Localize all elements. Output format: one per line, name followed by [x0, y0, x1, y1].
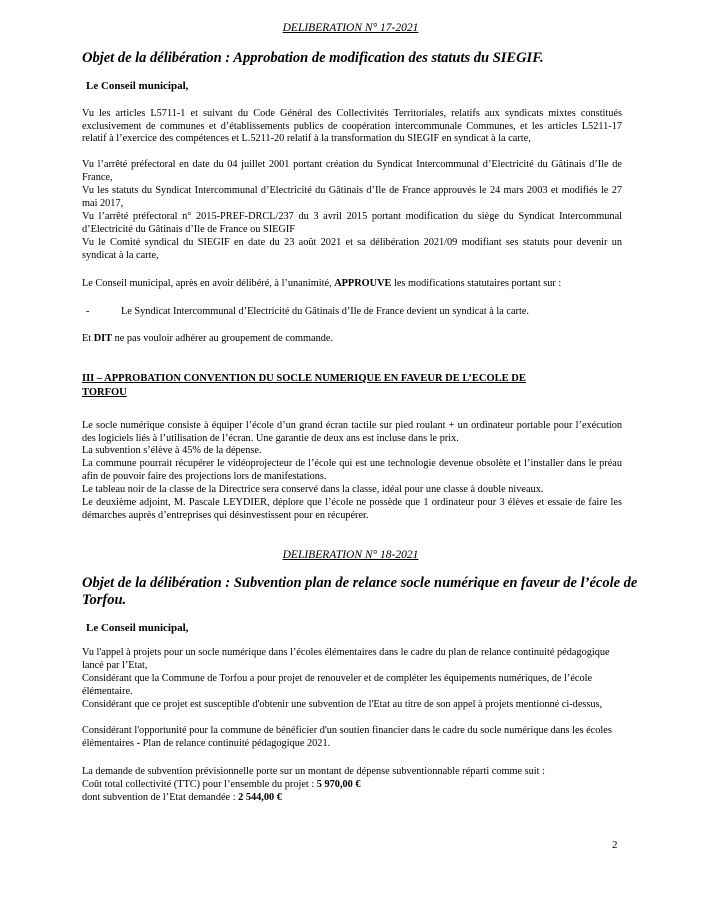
paragraph-considerant-subvention: Considérant que ce projet est susceptible d'obtenir une subvention de l'Etat au titre de son appel à projets mentionné ci-dessus, — [82, 699, 603, 710]
subvention-value: 2 544,00 € — [238, 792, 282, 803]
paragraph-socle-description: Le socle numérique consiste à équiper l’école d’un grand écran tactile sur pied roulant + un ordinateur portable pour l’exécution des logiciels liés à l’utilisation de l’écran. Une garantie de deux ans est incluse dans le prix. — [82, 420, 622, 444]
conseil-municipal-heading: Le Conseil municipal, — [86, 80, 189, 92]
cout-total-label: Coût total collectivité (TTC) pour l’ensemble du projet : — [82, 779, 317, 790]
conseil-municipal-heading-2: Le Conseil municipal, — [86, 622, 189, 634]
subvention-line — [82, 792, 622, 805]
paragraph-tableau-noir: Le tableau noir de la classe de la Directrice sera conservé dans la classe, idéal pour une classe à double niveaux. — [82, 484, 544, 495]
bullet-item-text: Le Syndicat Intercommunal d’Electricité du Gâtinais d’Ile de France devient un syndicat à la carte. — [121, 306, 529, 317]
paragraph-vu-comite: Vu le Comité syndical du SIEGIF en date du 23 août 2021 et sa délibération 2021/09 modifiant ses statuts pour devenir un syndicat à la carte, — [82, 237, 622, 261]
paragraph-approuve — [82, 278, 622, 291]
cout-total-value: 5 970,00 € — [316, 779, 361, 790]
paragraph-vu-arrete-2015: Vu l’arrêté préfectoral n° 2015-PREF-DRCL/237 du 3 avril 2015 portant modification du siège du Syndicat Intercommunal d’Electricité du Gâtinais d’Ile de France ou SIEGIF — [82, 211, 622, 235]
deliberation-17-objet: Objet de la délibération : Approbation de modification des statuts du SIEGIF. — [82, 50, 544, 66]
section-heading-socle-numerique — [82, 372, 622, 400]
paragraph-demande: La demande de subvention prévisionnelle porte sur un montant de dépense subventionnable réparti comme suit : — [82, 766, 545, 777]
deliberation-18-objet: Objet de la délibération : Subvention plan de relance socle numérique en faveur de l’école de Torfou. — [82, 575, 638, 608]
paragraph-vu-appel: Vu l'appel à projets pour un socle numérique dans l’écoles élémentaires dans le cadre du plan de relance continuité pédagogique lancé par l’Etat, — [82, 647, 610, 671]
cout-total-line — [82, 779, 622, 792]
deliberation-17-title: DELIBERATION N° 17-2021 — [282, 22, 419, 34]
paragraph-vu-articles: Vu les articles L5711-1 et suivant du Code Général des Collectivités Territoriales, relatifs aux syndicats mixtes constitués exclusivement de communes et d’établissements publics de coopération intercommunale Communes, et les articles L5211-17 relatif à l’exercice des compétences et L.5211-20 relatif à la transformation du SIEGIF en syndicat à la carte, — [82, 108, 622, 145]
paragraph-vu-arrete-2001: Vu l’arrêté préfectoral en date du 04 juillet 2001 portant création du Syndicat Intercommunal d’Electricité du Gâtinais d’Ile de France, — [82, 159, 622, 183]
paragraph-adjoint: Le deuxième adjoint, M. Pascale LEYDIER, déplore que l’école ne possède que 1 ordinateur pour 3 élèves et essaie de faire les démarches auprès d’entreprises qui désinvestissent pour en récupérer. — [82, 497, 622, 521]
dit-text-pre: Et — [82, 333, 94, 344]
dit-text-post: ne pas vouloir adhérer au groupement de commande. — [112, 333, 334, 344]
subvention-label: dont subvention de l’Etat demandée : — [82, 792, 239, 803]
approuve-text-pre: Le Conseil municipal, après en avoir délibéré, à l’unanimité, — [82, 278, 335, 289]
paragraph-considerant-projet: Considérant que la Commune de Torfou a pour projet de renouveler et de compléter les équipements numériques, de l’école élémentaire. — [82, 673, 593, 697]
bullet-dash: - — [86, 306, 90, 317]
bullet-item — [86, 306, 626, 319]
approuve-text-post: les modifications statutaires portant sur : — [391, 278, 562, 289]
deliberation-18-title: DELIBERATION N° 18-2021 — [282, 549, 419, 561]
paragraph-dit — [82, 333, 622, 346]
paragraph-videoprojecteur: La commune pourrait récupérer le vidéoprojecteur de l’école qui est une technologie devenue obsolète et l’installer dans le préau afin de pouvoir faire des projections lors de manifestations. — [82, 458, 622, 482]
dit-keyword: DIT — [93, 333, 113, 344]
paragraph-considerant-opportunite: Considérant l'opportunité pour la commune de bénéficier d'un soutien financier dans le cadre du socle numérique dans les écoles élémentaires - Plan de relance continuité pédagogique 2021. — [82, 725, 612, 749]
page-number: 2 — [612, 839, 618, 851]
section-heading-line1: III – APPROBATION CONVENTION DU SOCLE NUMERIQUE EN FAVEUR DE L’ECOLE DE — [82, 373, 526, 384]
paragraph-vu-statuts: Vu les statuts du Syndicat Intercommunal d’Electricité du Gâtinais d’Ile de France approuvés le 24 mars 2003 et modifiés le 27 mai 2017, — [82, 185, 622, 209]
approuve-keyword: APPROUVE — [334, 278, 392, 289]
paragraph-subvention-rate: La subvention s’élève à 45% de la dépense. — [82, 445, 262, 456]
section-heading-line2: TORFOU — [82, 387, 127, 398]
